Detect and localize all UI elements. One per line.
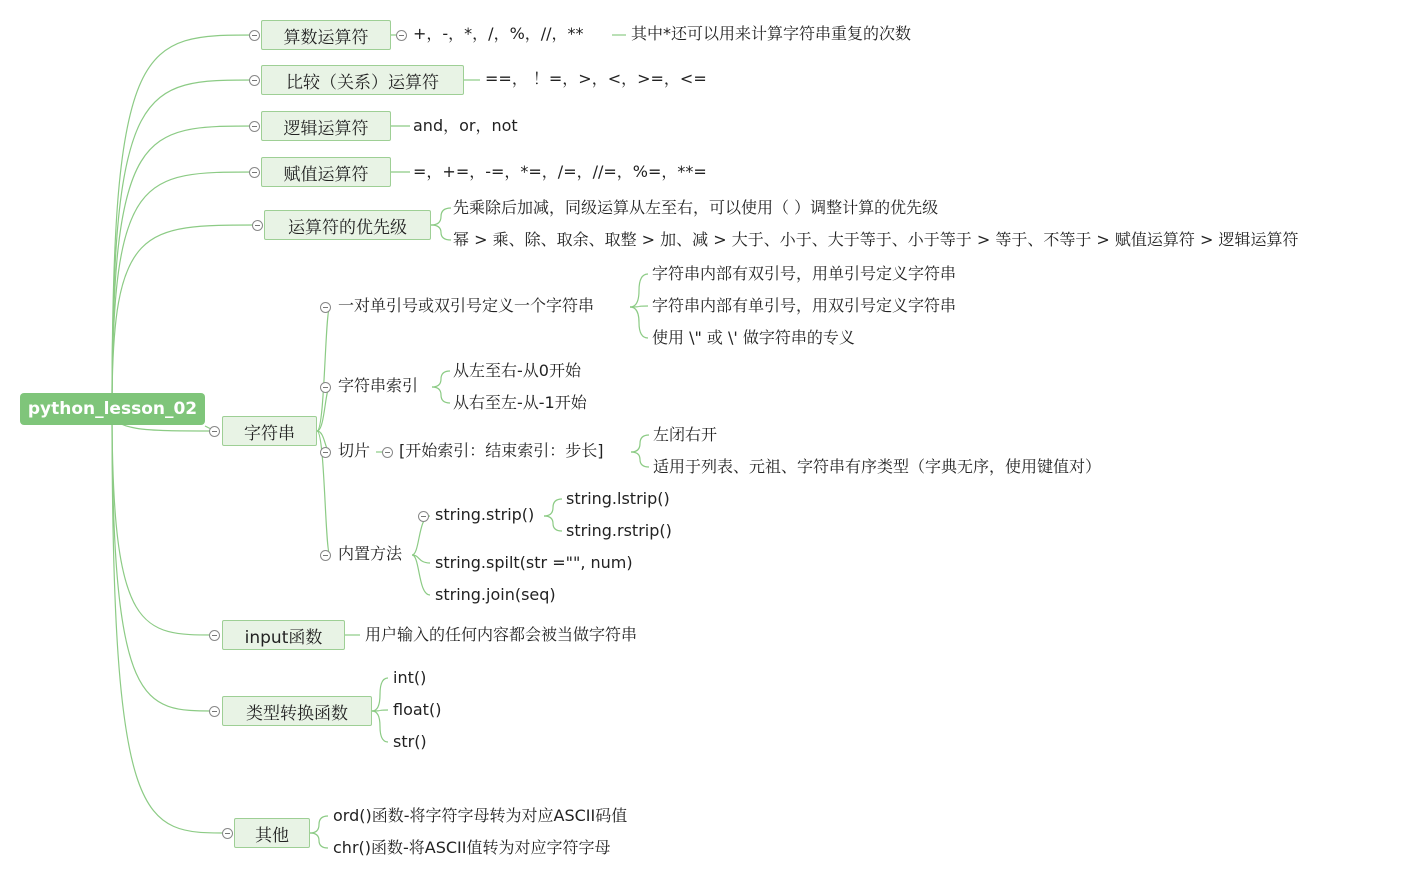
- root-branch-line: [112, 409, 228, 833]
- collapse-icon[interactable]: [222, 828, 233, 839]
- root-branch-line: [112, 409, 215, 711]
- collapse-icon[interactable]: [418, 511, 429, 522]
- node-type-conversion[interactable]: 类型转换函数: [222, 696, 372, 726]
- brace-line: [630, 307, 648, 338]
- node-arithmetic-operators[interactable]: 算数运算符: [261, 20, 391, 50]
- brace-line: [630, 274, 648, 307]
- collapse-icon[interactable]: [320, 447, 331, 458]
- string-index-item: 从右至左-从-1开始: [453, 393, 587, 412]
- collapse-icon[interactable]: [209, 706, 220, 717]
- string-define-node[interactable]: 一对单引号或双引号定义一个字符串: [338, 296, 595, 315]
- collapse-icon[interactable]: [209, 426, 220, 437]
- brace-line: [310, 833, 328, 848]
- string-index-item: 从左至右-从0开始: [453, 361, 581, 380]
- collapse-icon[interactable]: [320, 382, 331, 393]
- methods-branch-line: [412, 555, 430, 595]
- node-string[interactable]: 字符串: [222, 416, 317, 446]
- brace-line: [431, 208, 451, 225]
- string-define-item: 使用 \" 或 \' 做字符串的专义: [652, 328, 855, 347]
- node-other[interactable]: 其他: [234, 818, 310, 848]
- brace-line: [544, 499, 562, 516]
- brace-line: [310, 816, 328, 833]
- input-note-text: 用户输入的任何内容都会被当做字符串: [365, 625, 638, 644]
- brace-line: [372, 711, 388, 742]
- methods-branch-line: [412, 516, 430, 555]
- string-slice-node[interactable]: 切片: [338, 441, 371, 460]
- conversion-item: str(): [393, 732, 427, 751]
- root-branch-line: [112, 35, 255, 409]
- brace-line: [432, 387, 450, 403]
- brace-line: [544, 516, 562, 531]
- root-branch-line: [112, 409, 215, 635]
- string-define-item: 字符串内部有单引号，用双引号定义字符串: [652, 296, 957, 315]
- logical-ops-text: and，or，not: [413, 116, 518, 135]
- collapse-icon[interactable]: [209, 630, 220, 641]
- collapse-icon[interactable]: [252, 220, 263, 231]
- string-methods-node[interactable]: 内置方法: [338, 544, 403, 563]
- strip-method-node[interactable]: string.strip(): [435, 505, 535, 524]
- split-method: string.spilt(str ="", num): [435, 553, 633, 572]
- root-branch-line: [112, 225, 258, 409]
- other-item: chr()函数-将ASCII值转为对应字符字母: [333, 838, 611, 857]
- conversion-item: int(): [393, 668, 427, 687]
- join-method: string.join(seq): [435, 585, 556, 604]
- slice-item: 左闭右开: [653, 425, 718, 444]
- arithmetic-ops-text: +，-，*，/，%，//，**: [413, 24, 584, 43]
- string-define-item: 字符串内部有双引号，用单引号定义字符串: [652, 264, 957, 283]
- collapse-icon[interactable]: [320, 302, 331, 313]
- comparison-ops-text: ==， ！=，>，<，>=，<=: [485, 69, 707, 88]
- root-node[interactable]: python_lesson_02: [20, 393, 205, 425]
- collapse-icon[interactable]: [249, 75, 260, 86]
- root-branch-line: [112, 80, 255, 409]
- precedence-item: 幂 > 乘、除、取余、取整 > 加、减 > 大于、小于、大于等于、小于等于 > 等于、不等于 > 赋值运算符 > 逻辑运算符: [453, 230, 1299, 249]
- strip-variant: string.lstrip(): [566, 489, 670, 508]
- collapse-icon[interactable]: [396, 30, 407, 41]
- brace-line: [432, 371, 450, 387]
- node-assignment-operators[interactable]: 赋值运算符: [261, 157, 391, 187]
- other-item: ord()函数-将字符字母转为对应ASCII码值: [333, 806, 628, 825]
- slice-item: 适用于列表、元祖、字符串有序类型（字典无序，使用键值对）: [653, 457, 1102, 476]
- slice-syntax-node[interactable]: [开始索引：结束索引：步长]: [399, 441, 604, 460]
- arithmetic-note-text: 其中*还可以用来计算字符串重复的次数: [631, 24, 912, 43]
- root-branch-line: [112, 172, 255, 409]
- brace-line: [631, 435, 649, 452]
- collapse-icon[interactable]: [249, 167, 260, 178]
- assignment-ops-text: =，+=，-=，*=，/=，//=，%=，**=: [413, 162, 707, 181]
- root-branch-line: [112, 126, 255, 409]
- node-comparison-operators[interactable]: 比较（关系）运算符: [261, 65, 464, 95]
- string-index-node[interactable]: 字符串索引: [338, 376, 419, 395]
- brace-line: [372, 678, 388, 711]
- collapse-icon[interactable]: [249, 121, 260, 132]
- node-logical-operators[interactable]: 逻辑运算符: [261, 111, 391, 141]
- brace-line: [631, 452, 649, 467]
- precedence-item: 先乘除后加减，同级运算从左至右，可以使用（ ）调整计算的优先级: [453, 198, 939, 217]
- brace-line: [431, 225, 451, 240]
- node-operator-precedence[interactable]: 运算符的优先级: [264, 210, 431, 240]
- collapse-icon[interactable]: [320, 550, 331, 561]
- collapse-icon[interactable]: [382, 447, 393, 458]
- collapse-icon[interactable]: [249, 30, 260, 41]
- strip-variant: string.rstrip(): [566, 521, 672, 540]
- node-input-function[interactable]: input函数: [222, 620, 345, 650]
- conversion-item: float(): [393, 700, 442, 719]
